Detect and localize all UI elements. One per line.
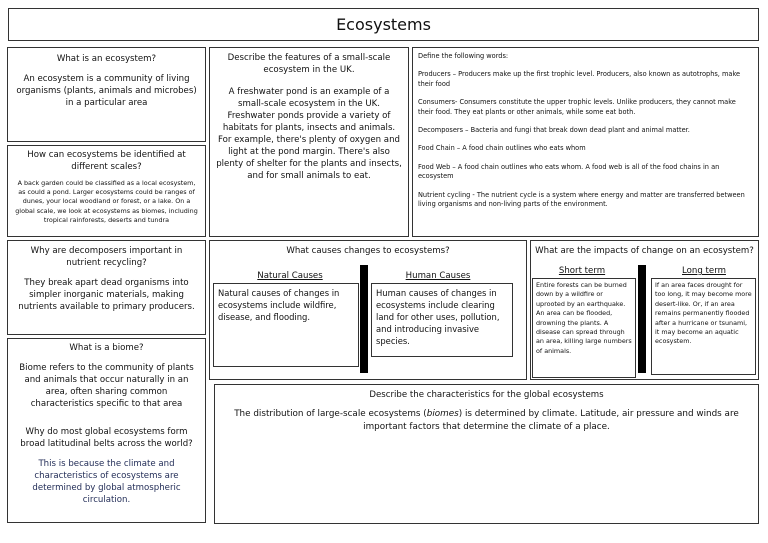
biome-text: Biome refers to the community of plants and animals that occur naturally in an area, often sharing common characteristics specific to that area bbox=[19, 363, 194, 409]
definition-food-web: Food Web – A food chain outlines who eats whom. A food web is all of the food chains in an ecosystem bbox=[418, 162, 720, 181]
latitudinal-question: Why do most global ecosystems form broad latitudinal belts across the world? bbox=[20, 427, 193, 449]
changes-heading: What causes changes to ecosystems? bbox=[286, 246, 450, 256]
global-ecosystems-box bbox=[214, 384, 759, 524]
latitudinal-answer: This is because the climate and characteristics of ecosystems are determined by global atmospheric circulation. bbox=[32, 459, 181, 505]
global-text-post: ) is determined by climate. Latitude, air pressure and winds are important factors that determine the climate of a place. bbox=[363, 409, 739, 432]
impacts-box bbox=[530, 240, 759, 380]
short-term-box bbox=[532, 278, 636, 378]
long-term-text: If an area faces drought for too long, it may become more desert-like. Or, if an area remains permanently flooded after a hurricane or tsunami, it may become an aquatic ecosystem. bbox=[655, 281, 752, 346]
impacts-heading: What are the impacts of change on an ecosystem? bbox=[535, 246, 754, 256]
human-causes-label: Human Causes bbox=[405, 271, 471, 281]
small-scale-text: A freshwater pond is an example of a small-scale ecosystem in the UK. Freshwater ponds provide a variety of habitats for plants, insects and animals. For example, there's plenty of oxygen and light at the pond margin. There's also plenty of shelter for the plants and insects, and for small animals to eat. bbox=[216, 87, 402, 181]
impacts-divider bbox=[638, 265, 646, 373]
human-causes-text: Human causes of changes in ecosystems include clearing land for other uses, pollution, and introducing invasive species. bbox=[376, 288, 500, 346]
global-text-biomes: biomes bbox=[426, 409, 459, 419]
identify-text: A back garden could be classified as a local ecosystem, as could a pond. Larger ecosystems could be ranges of dunes, your local woodland or forest, or a lake. On a global scale, we look at ecosystems as biomes, including tropical rainforests, deserts and tundra bbox=[15, 179, 198, 224]
small-scale-box bbox=[209, 47, 409, 237]
causes-divider bbox=[360, 265, 368, 373]
short-term-label: Short term bbox=[558, 266, 606, 276]
long-term-box bbox=[651, 278, 756, 375]
decomposers-heading: Why are decomposers important in nutrient recycling? bbox=[30, 246, 183, 268]
definition-food-chain: Food Chain – A food chain outlines who eats whom bbox=[418, 144, 586, 153]
what-is-text: An ecosystem is a community of living organisms (plants, animals and microbes) in a particular area bbox=[16, 74, 197, 108]
natural-causes-label: Natural Causes bbox=[257, 271, 323, 281]
definitions-box bbox=[412, 47, 759, 237]
title-box bbox=[8, 8, 759, 41]
natural-causes-text: Natural causes of changes in ecosystems include wildfire, disease, and flooding. bbox=[218, 288, 340, 322]
definition-decomposers: Decomposers – Bacteria and fungi that break down dead plant and animal matter. bbox=[418, 126, 690, 135]
biome-box bbox=[7, 338, 206, 523]
human-causes-box bbox=[371, 283, 513, 357]
decomposers-box bbox=[7, 240, 206, 335]
decomposers-text: They break apart dead organisms into simpler inorganic materials, making nutrients available to primary producers. bbox=[18, 278, 195, 312]
global-text bbox=[229, 408, 744, 434]
identify-heading: How can ecosystems be identified at different scales? bbox=[27, 150, 186, 172]
definitions-heading: Define the following words: bbox=[418, 52, 509, 60]
identify-scales-box bbox=[7, 145, 206, 237]
natural-causes-box bbox=[213, 283, 359, 367]
what-is-heading: What is an ecosystem? bbox=[56, 54, 157, 64]
what-is-ecosystem-box bbox=[7, 47, 206, 142]
long-term-label: Long term bbox=[682, 266, 726, 276]
definition-producers: Producers – Producers make up the first trophic level. Producers, also known as autotrophs, make their food bbox=[418, 70, 741, 88]
definition-consumers: Consumers- Consumers constitute the upper trophic levels. Unlike producers, they cannot make their food. They eat plants or other animals, while some eat both. bbox=[418, 98, 736, 116]
global-text-pre: The distribution of large-scale ecosystems ( bbox=[234, 409, 427, 419]
small-scale-heading: Describe the features of a small-scale ecosystem in the UK. bbox=[227, 53, 391, 75]
definition-nutrient-cycling: Nutrient cycling - The nutrient cycle is a system where energy and matter are transferred between living organisms and non-living parts of the environment. bbox=[418, 190, 745, 209]
biome-heading: What is a biome? bbox=[69, 343, 144, 353]
global-heading: Describe the characteristics for the global ecosystems bbox=[369, 390, 604, 400]
changes-box bbox=[209, 240, 527, 380]
page-title: Ecosystems bbox=[336, 15, 431, 34]
short-term-text: Entire forests can be burned down by a wildfire or uprooted by an earthquake. An area can be flooded, drowning the plants. A disease can spread through an area, killing large numbers of animals. bbox=[536, 281, 632, 355]
